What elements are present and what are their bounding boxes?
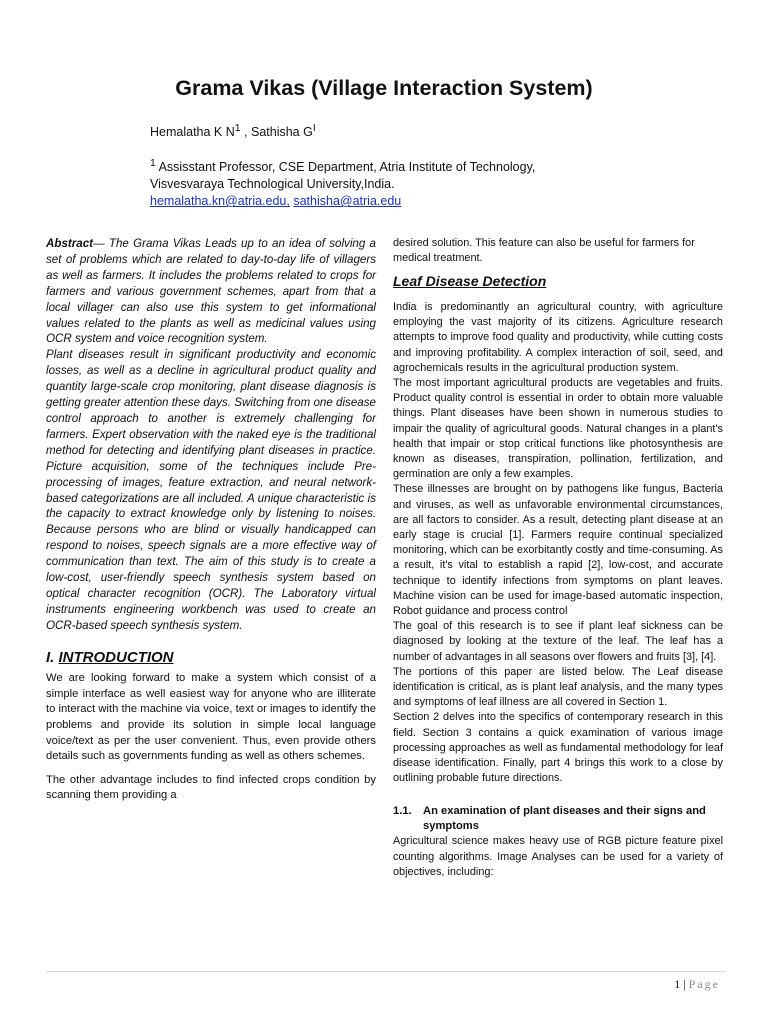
paper-title: Grama Vikas (Village Interaction System) [175,76,593,100]
abstract-paragraph-2: Plant diseases result in significant productivity and economic losses, as well as a decline in agricultural product quality and quantity large-scale crop monitoring, plant disease diagnosis is getting greater attention these days. Switching from one disease control approach to another is extremely challenging for farmers. Expert observation with the naked eye is the traditional method for detecting and identifying plant diseases in practice. Picture acquisition, some of the techniques include Pre-processing of images, feature extraction, and neural network-based categorizations are all included. A unique characteristic is the capacity to extract knowledge only by listening to noises. Because persons who are blind or visually handicapped can respond to noises, speech signals are a more effective way of communication than text. The aim of this study is to create a low-cost, user-friendly speech synthesis system based on optical character recognition (OCR). The Laboratory virtual instruments engineering workbench was used to create an OCR-based speech synthesis system. [46,348,376,632]
affiliation [150,155,620,210]
abstract-paragraph-1 [46,236,376,347]
abstract-text-1: The Grama Vikas Leads up to an idea of solving a set of problems which are related to day-to-day life of villagers as well as farmers. It includes the problems related to crops for farmers and various government schemes, apart from that a local villager can also use this system to get informational values related to the plants as well as medicinal values using OCR system and voice recognition system. [46,237,376,346]
abstract-dash: — [93,237,109,250]
affiliation-line-2: Visvesvaraya Technological University,India. [150,177,395,192]
right-column [393,236,723,880]
page-number-value: 1 [674,977,681,991]
footer-divider [46,971,726,972]
introduction-paragraph-2: The other advantage includes to find infected crops condition by scanning them providing a [46,773,376,802]
continuation-paragraph: desired solution. This feature can also be useful for farmers for medical treatment. [393,237,695,265]
email-link-1[interactable]: hemalatha.kn@atria.edu, [150,194,290,209]
leaf-paragraph-3: These illnesses are brought on by pathogens like fungus, Bacteria and viruses, as well as unfavorable environmental circumstances, are all factors to consider. As a result, detecting plant disease at an early stage is crucial [1]. Farmers require continual specialized monitoring, which can be exorbitantly costly and time-consuming. As a result, it's vital to establish a rapid [2], low-cost, and accurate technique to identify infections from symptoms on plant leaves. Machine vision can be used for image-based automatic inspection, Robot guidance and process control [393,483,723,617]
leaf-paragraph-5: The portions of this paper are listed below. The Leaf disease identification is critical, as is plant leaf analysis, and the many types and symptoms of leaf illness are all covered in Section 1. [393,665,723,709]
section-heading-introduction [46,650,376,666]
page-label: Page [688,977,720,991]
affiliation-mark: 1 [150,158,156,169]
page-number [674,977,720,992]
email-link-2[interactable]: sathisha@atria.edu [293,194,402,209]
introduction-paragraph-1: We are looking forward to make a system which consist of a simple interface as well easiest way for anyone who are illiterate to interact with the machine via voice, text or images to identify the problems and provide its solution in simple local language voice/text as per the user convenient. Thus, even provide others details such as governments funding as well as others schemes. [46,672,376,763]
abstract-label: Abstract [46,237,94,250]
author-2: , Sathisha G [240,125,313,140]
leaf-paragraph-2: The most important agricultural products are vegetables and fruits. Product quality control is essential in order to obtain more valuable things. Plant diseases have been shown in numerous studies to impair the quality of agricultural goods. Natural changes in a plant's health that impair or stop critical functions like photosynthesis are known as diseases, transpiration, pollination, fertilization, and germination are only a few examples. [393,376,723,481]
section-number: I. [46,648,55,666]
subsection-title: An examination of plant diseases and their signs and symptoms [423,805,706,833]
leaf-paragraph-6: Section 2 delves into the specifics of contemporary research in this field. Section 3 contains a quick examination of various image processing approaches as well as fundamental methodology for leaf disease identification. Finally, part 4 brings this work to a close by outlining probable future directions. [393,711,723,785]
subsection-paragraph: Agricultural science makes heavy use of RGB picture feature pixel counting algorithms. Image Analyses can be used for a variety of objectives, including: [393,835,723,878]
author-2-superscript: I [312,123,316,134]
introduction-body [46,671,376,804]
subsection-number: 1.1. [393,805,412,818]
subsection-heading [393,804,723,834]
authors-line [150,123,316,139]
section-heading-leaf-disease: Leaf Disease Detection [393,273,547,290]
section-title: INTRODUCTION [58,648,174,666]
affiliation-line-1: Assisstant Professor, CSE Department, Atria Institute of Technology, [155,160,536,175]
author-1-superscript: 1 [234,123,241,134]
page-separator: | [680,977,689,991]
leaf-paragraph-4: The goal of this research is to see if plant leaf sickness can be diagnosed by looking at the texture of the leaf. The leaf has a number of advantages in all seasons over flowers and fruits [3], [4]. [393,620,723,663]
author-1: Hemalatha K N [150,125,235,140]
leaf-paragraph-1: India is predominantly an agricultural country, with agriculture employing the vast majority of its citizens. Agriculture research attempts to improve food quality and productivity, while cutting costs and improving profitability. A complex interaction of soil, seed, and agrochemicals results in the agricultural production system. [393,300,723,374]
left-column [46,236,376,804]
